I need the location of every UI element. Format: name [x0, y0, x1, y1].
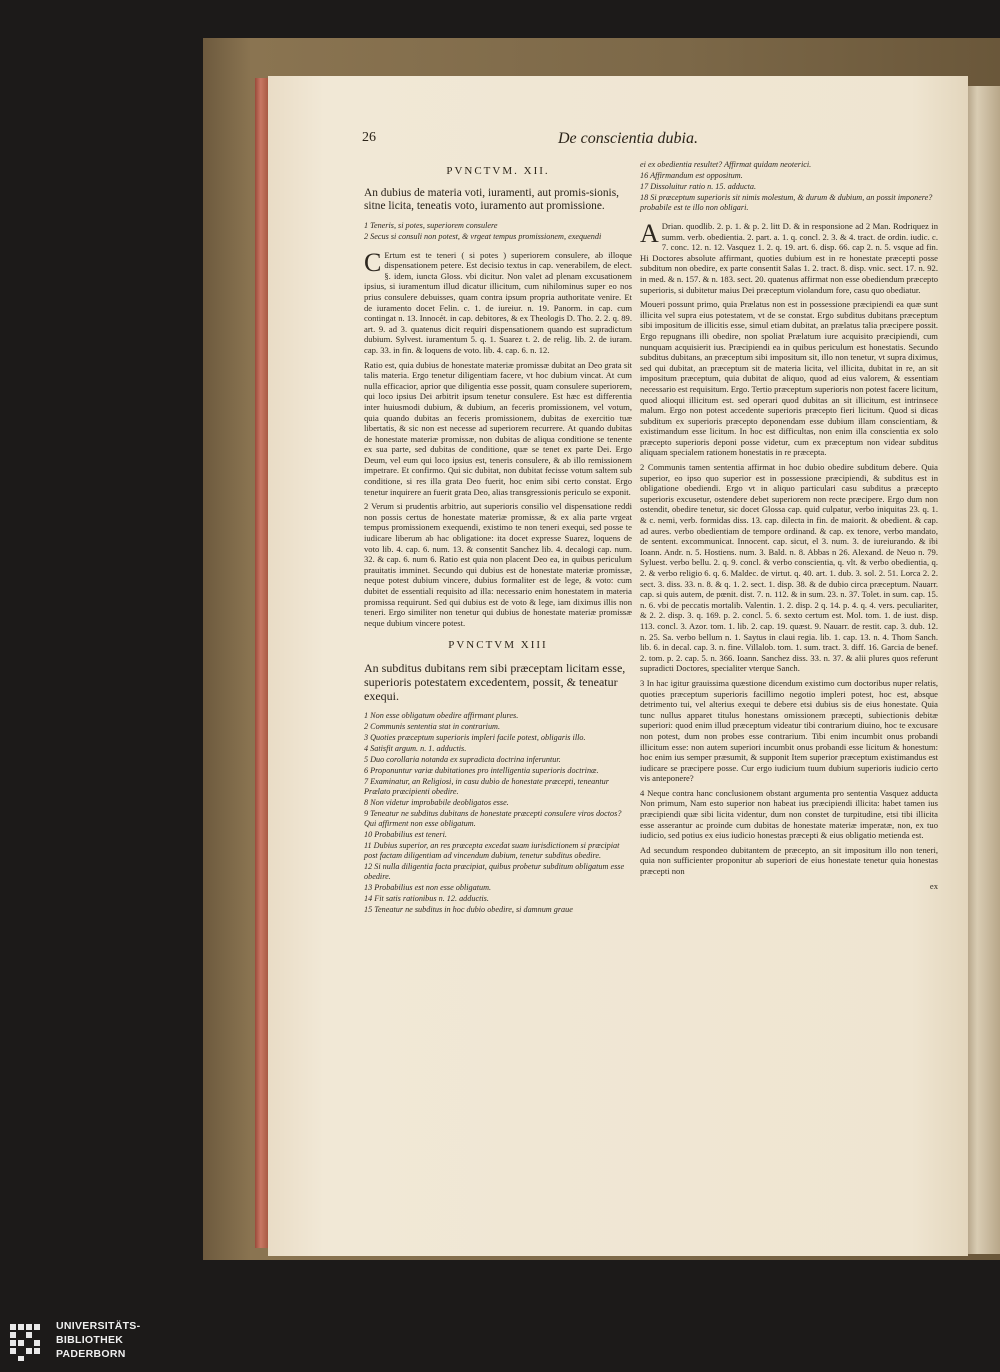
summary-item: 3 Quoties præceptum superioris impleri facile potest, obligaris illo. [364, 732, 586, 742]
logo-line-2: BIBLIOTHEK [56, 1334, 124, 1346]
summary-item: 17 Dissoluitur ratio n. 15. adducta. [640, 182, 756, 191]
summary-item: 8 Non videtur improbabile deobligatos esse. [364, 797, 509, 807]
punctum-xiii-summary-continued [640, 160, 938, 213]
summary-item: 1 Non esse obligatum obedire affirmant plures. [364, 710, 519, 720]
catchword: ex [929, 880, 938, 891]
summary-item: 10 Probabilius est teneri. [364, 829, 447, 839]
logo-line-3: PADERBORN [56, 1348, 126, 1360]
right-column [640, 160, 938, 891]
logo-line-1: UNIVERSITÄTS- [56, 1320, 141, 1332]
summary-item: 12 Si nulla diligentia facta præcipiat, quibus probetur subditum obligatum esse obedire. [364, 861, 625, 881]
paragraph-text: Ertum est te teneri ( si potes ) superiorem consulere, ab illoque dispensationem petere. Est decisio textus in cap. venerabilem, de elect. §. idem, iuncta Gloss. vbi dicitur. Non valet ad plenam excusationem ipsius, si iuramentum illud dicatur illicitum, cum nihilominus super eo nos prius consulere debuisses, quam contra ipsum propria authoritate venire. Et de iuramento docet Felin. c. 1. de iureiur. n. 19. Panorm. in cap. cum contingat n. 13. Innocét. in cap. debitores, & ex Theologis D. Tho. 2. 2. q. 89. art. 9. ad 3. quatenus dicit requiri dispensationem quando est supradictum dubium. Sylvest. iuramentum 5. q. 1. Suarez t. 2. de relig. lib. 2. de iuram. cap. 33. in fin. & loquens de voto. lib. 4. cap. 6. n. 12. [364, 249, 632, 355]
paragraph: 2 Verum si prudentis arbitrio, aut superioris consilio vel dispensatione reddi non possis certus de honestate materiæ promissæ, & ex alia parte vrgeat tempus promissionem exequendi, existimo te non teneri exequi, sed posse te iudicare liberum ab hac obligatione: ita docet expresse Suarez, loquens de voto lib. 4. cap. 6. num. 13. & consentit Sanchez lib. 4. decalogi cap. num. 32. & cap. 6. num 6. Ratio est quia non placent Deo ea, in quibus periculum prauitatis imminet. Secundo qui dubius est de honestate materiæ promissæ, neque potest dubium vincere, dubius formaliter est de lege, & voto: cum dubitet de essentiali requisito ad illa: necessario enim honestatem in materia promissa requirunt. Sed qui dubius est de voto & lege, iam diximus illis non teneri. Ergo similiter non tenetur qui dubius de honestate materiæ promissæ neque dubium vincere potest. [364, 501, 632, 628]
library-logo-icon [8, 1322, 44, 1362]
summary-item: 4 Satisfit argum. n. 1. adductis. [364, 743, 467, 753]
book-page [268, 76, 968, 1256]
paragraph-text: Drian. quodlib. 2. p. 1. & p. 2. litt D. & in responsione ad 2 Man. Rodriquez in summ. verb. obedientia. 2. part. a. 1. q. concl. 2. 3. & 4. tract. de ordin. iudic. c. 7. conc. 12. n. 12. Vasquez 1. 2. q. 19. art. 6. disp. 66. cap 2. n. 5. vsque ad fin. Hi Doctores absolute affirmant, quoties dubium est in re honestate præcepti posse subditum non obedire, ex parte consentit Salas 1. 2. tract. 8. disp. vnic. sect. 17. n. 92. in med. & n. 157. & n. 183. sect. 20. quatenus affirmat non esse obediendum præcepto superioris, si dubitetur maius Dei præceptum violandum fore, casu quo obediatur. [640, 221, 938, 295]
paragraph: Ratio est, quia dubius de honestate materiæ promissæ dubitat an Deo grata sit talis materia. Ergo tenetur diligentiam facere, vt hoc dubium vincat. At cum nulla efficacior, aprior que diligentia esse possit, quam consulere superiorem, qui loco ipsius Dei arbitrit ipsum tenetur consulere. Est hæc est differentia inter huiusmodi dubium, & dubium, an feceris promissionem, vel votum, quia quando dubitas an feceris promissionem, dubitas de exercitio tuæ libertatis, & sic non est necesse ad superiorem recurrere. At quando dubitas de honestate materiæ promissæ, non dubitas de aliqua conditione se tenente ex sua parte, sed dubitas de conditione, quæ se tenet ex parte Dei. Ergo Deum, vel eum qui loco ipsius est, teneris consulere, & ab illo remissionem impetrare. Et confirmo. Qui sic dubitat, non dubitat fecisse votum saltem sub conditione, si res illa grata Deo fuerit, hoc enim sibi certo constat. Ergo tenetur inquirere an fuerit grata Deo, alias transgressionis periculo se exponit. [364, 359, 632, 497]
summary-item: 5 Duo corollaria notanda ex supradicta doctrina inferuntur. [364, 754, 561, 764]
punctum-xii-heading: PVNCTVM. XII. [446, 165, 550, 177]
paragraph: Ad secundum respondeo dubitantem de præcepto, an sit impositum illo non teneri, quia non sufficienter proponitur ab superiori de eius honestate tenetur quia honestas præcepti non [640, 844, 938, 877]
library-logo [8, 1320, 148, 1366]
summary-item: 7 Examinatur, an Religiosi, in casu dubio de honestate præcepti, teneantur Prælato præcipienti obedire. [364, 776, 609, 796]
paragraph: Moueri possunt primo, quia Prælatus non est in possessione præcipiendi ea quæ sunt illicita vel supra eius potestatem, vt de se constat. Ergo subditus dubitans præceptum sibi impositum de illicitis esse, simul etiam dubitat, an prælatus talia præcipere possit. Ergo repugnans illi obedire, non spoliat Prælatum iure acquisito præcipiendi, cum nunquam acquisierit ius. Præcipiendi ea in quibus periculum est honestatis. Secundo subditus dubitans, an præceptum sibi impositum sit, illo non tenetur, vt supra diximus, sed qui dubitat, an præceptum sit de materia licita, vel illicita, dubitat in re, an sit impositum præceptum, quia dubitat de aliquo, quod ad eius valorem, & essentiam necessario est requisitum. Ergo. Tertio præceptum superioris non potest facere licitum, quod alioqui illicitum est. sed operari quod dubitas an sit illicitum, est intrinsece malum. Ergo non potest accedente superioris præcepto fieri licitum. Quod si dicas subditum ex superioris præcepto deponendam esse dubium illam conscientiam, & existimandum esse licitum. In hoc est difficultas, non enim illa conscientia ex solo præcepto superioris deponi posse videtur, cum ex præceptum non videar subditus aliquam specialem rationem honestatis in re præcepta. [640, 299, 938, 458]
left-column [364, 160, 632, 923]
drop-cap-c: C [364, 247, 382, 277]
punctum-xii-summary [364, 221, 632, 242]
summary-item: 2 Secus si consuli non potest, & vrgeat tempus promissionem, exequendi [364, 231, 602, 241]
page-number: 26 [362, 130, 376, 145]
summary-item: 14 Fit satis rationibus n. 12. adductis. [364, 893, 489, 903]
drop-cap-a: A [640, 219, 659, 248]
summary-item: 11 Dubius superior, an res præcepta excedat suam iurisdictionem si præcipiat post factam diligentiam ad vincendum dubium, tenetur subditus obedire. [364, 840, 620, 860]
red-page-edges [255, 78, 269, 1248]
paragraph: 2 Communis tamen sententia affirmat in hoc dubio obedire subditum debere. Quia superior, eo ipso quo superior est in possessione præcipiendi, & subditus est in obligatione obediendi. Ergo vt in aliquo particulari casu subditus a præcepto superioris excusetur, ostendere debet superiorem non recte præcipere. Ergo dum non ostendit, obedire tenetur, sic docet Glossa cap. quid culpatur, verbo iniquitas 23. q. 1. & c. nemi, verb. formidas diss. 13. cap. dilecta in fin. de maiorit. & obedient. & cap. ad aures. verbo obedientiam de tempore ordinand. & cap. ex tenore, verbo mandato, de sentent. excommunicat. Innocent. cap. sicut, el 3. num. 3. de iureiurando. & ibi Ioann. Andr. n. 5. Hostiens. num. 3. Bald. n. 8. Abbas n 26. Alexand. de Neuo n. 79. Syluest. verbo bellu. 2. q. 9. concl. & verbo conscientia, q. vlt. & verbo obedientia, q. 2. & verbo religio 6. q. 6. Maldec. de virtut. q. 40. art. 1. dub. 3. sol. 2. 51. Lorca 2. 2. sect. 3. diss. 33. n. 8. & q. 1. 2. sect. 1. disp. 38. & de dubio circa præceptum. Nauarr. cap. si quis autem, de pœnit. dist. 7. n. 112. & in sum. 23. n. 37. Tolet. in sum. cap. 15. n. 6. vbi de peccatis mortalib. Valentin. 1. 2. disp. 2 q. 14. p. 4. q. 4. vers. peculiariter, & 2. 2. disp. 3. q. 169. p. 2. concl. 5. 6. sexto certum est. Mol. tom. 1. de iust. disp. 113. concl. 3. Azor. tom. 1. lib. 2. cap. 19. quæst. 9. Nauarr. de restit. cap. 3. dub. 12. n. 25. Sa. verbo bellum n. 1. Saytus in claui regia. lib. 1. cap. 13. n. 4. Thom Sanch. lib. 6. in decal. cap. 3. n. fine. Villalob. tom. 1. sum. tract. 3. diff. 16. Garcia de benef. 2. tom. p. 2. cap. 5. n. 366. Ioann. Sanchez diss. 33. n. 37. & alii plures quos referunt supradicti Doctores, specialiter vterque Sanch. [640, 462, 938, 674]
punctum-xiii-summary [364, 711, 632, 915]
paragraph: 4 Neque contra hanc conclusionem obstant argumenta pro sententia Vasquez adducta Non primum, Nam esto superior non habeat ius præcipiendi illicita: habet tamen ius præcipiendi quæ sibi licita videntur, dum non constet de turpitudine, etsi tibi illicita esse asserantur ac proinde cum dubitas de honestate materiæ imperatæ, non, ex tuo iudicio, sed potius ex eius iudicio honestas præcepti & eius obligatio metienda est. [640, 787, 938, 841]
punctum-xii-question: An dubius de materia voti, iuramenti, aut promis-sionis, sitne licita, teneatis voto, iuramento aut promissione. [364, 186, 619, 212]
summary-item: 18 Si præceptum superioris sit nimis molestum, & durum & dubium, an possit imponere? probabile est te illo non obligari. [640, 193, 933, 212]
paragraph: 3 In hac igitur grauissima quæstione dicendum existimo cum doctoribus nuper relatis, quoties præceptum superioris facillimo negotio impleri potest, hoc est, absque detrimento tui, vel alterius exequi te debere etsi dubius sis de eius honestate. Quia tunc nullus apparet titulus honestans omissionem præcepti, subiectionis debitæ superiori: quod enim illud præceptum videatur tibi contrarium diuino, hoc te excusare non potest, dum non probes esse contrarium. Tibi enim incumbit onus probandi illicitum esse: non autem superiori incumbit onus probandi esse licitum & honestum: hoc enim ius semper præsumit, & supponit Item superior præceptum existimandus est iudicare se præcipere posse. Cur ergo iudicium tuum dubium superioris iudicio certo vis anteponere? [640, 677, 938, 784]
summary-item: 13 Probabilius est non esse obligatum. [364, 882, 492, 892]
summary-item: 9 Teneatur ne subditus dubitans de honestate præcepti consulere viros doctos? Qui affirment non esse obligatum. [364, 808, 622, 828]
punctum-xiii-heading: PVNCTVM XIII [448, 639, 548, 652]
punctum-xiii-question: An subditus dubitans rem sibi præceptam licitam esse, superioris potestatem excedentem, possit, & teneatur exequi. [364, 660, 626, 703]
summary-item: 15 Teneatur ne subditus in hoc dubio obedire, si damnum graue [364, 904, 573, 914]
paragraph [640, 221, 938, 295]
summary-item: 6 Proponuntur variæ dubitationes pro intelligentia superioris doctrinæ. [364, 765, 599, 775]
running-title: De conscientia dubia. [558, 130, 698, 147]
summary-item: 16 Affirmandum est oppositum. [640, 171, 743, 180]
summary-item: 1 Teneris, si potes, superiorem consulere [364, 220, 498, 230]
summary-item: 2 Communis sententia stat in contrarium. [364, 721, 501, 731]
summary-item: ei ex obedientia resultet? Affirmat quidam neoterici. [640, 160, 812, 169]
paragraph [364, 247, 632, 356]
